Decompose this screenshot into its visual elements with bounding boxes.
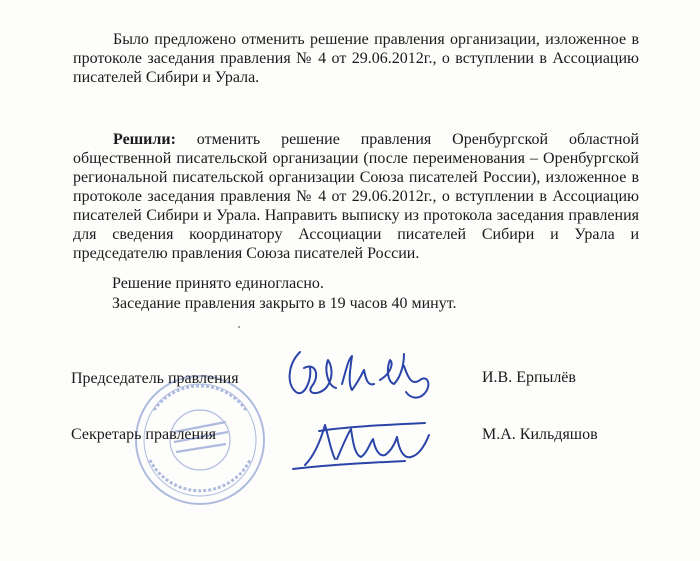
secretary-signature-icon — [285, 415, 445, 475]
chair-name: И.В. Ерпылёв — [482, 369, 576, 386]
chair-label: Председатель правления — [71, 370, 239, 387]
decision-label: Решили: — [113, 131, 176, 148]
result-line: Решение принято единогласно. — [112, 275, 324, 292]
proposal-paragraph: Было предложено отменить решение правления организации, изложенное в протоколе заседания правления № 4 от 29.06.2012г., о вступлении в Ассоциацию писателей Сибири и Урала. — [73, 31, 639, 86]
secretary-name: М.А. Кильдяшов — [482, 426, 598, 443]
secretary-label: Секретарь правления — [71, 426, 217, 443]
decision-paragraph — [73, 130, 639, 263]
decision-text: отменить решение правления Оренбургской областной общественной писательской организации (после переименования – Оренбургской региональной писательской организации Союза писателей России), изложенное в протоколе заседания правления № 4 от 29.06.2012г., о вступлении в Ассоциацию писателей Сибири и Урала. Направить выписку из протокола заседания правления для сведения координатору Ассоциации писателей Сибири и Урала и председателю правления Союза писателей России. — [73, 131, 639, 262]
ink-speck — [238, 326, 240, 328]
chair-signature-icon — [282, 340, 442, 410]
closing-line: Заседание правления закрыто в 19 часов 40 минут. — [112, 295, 457, 312]
